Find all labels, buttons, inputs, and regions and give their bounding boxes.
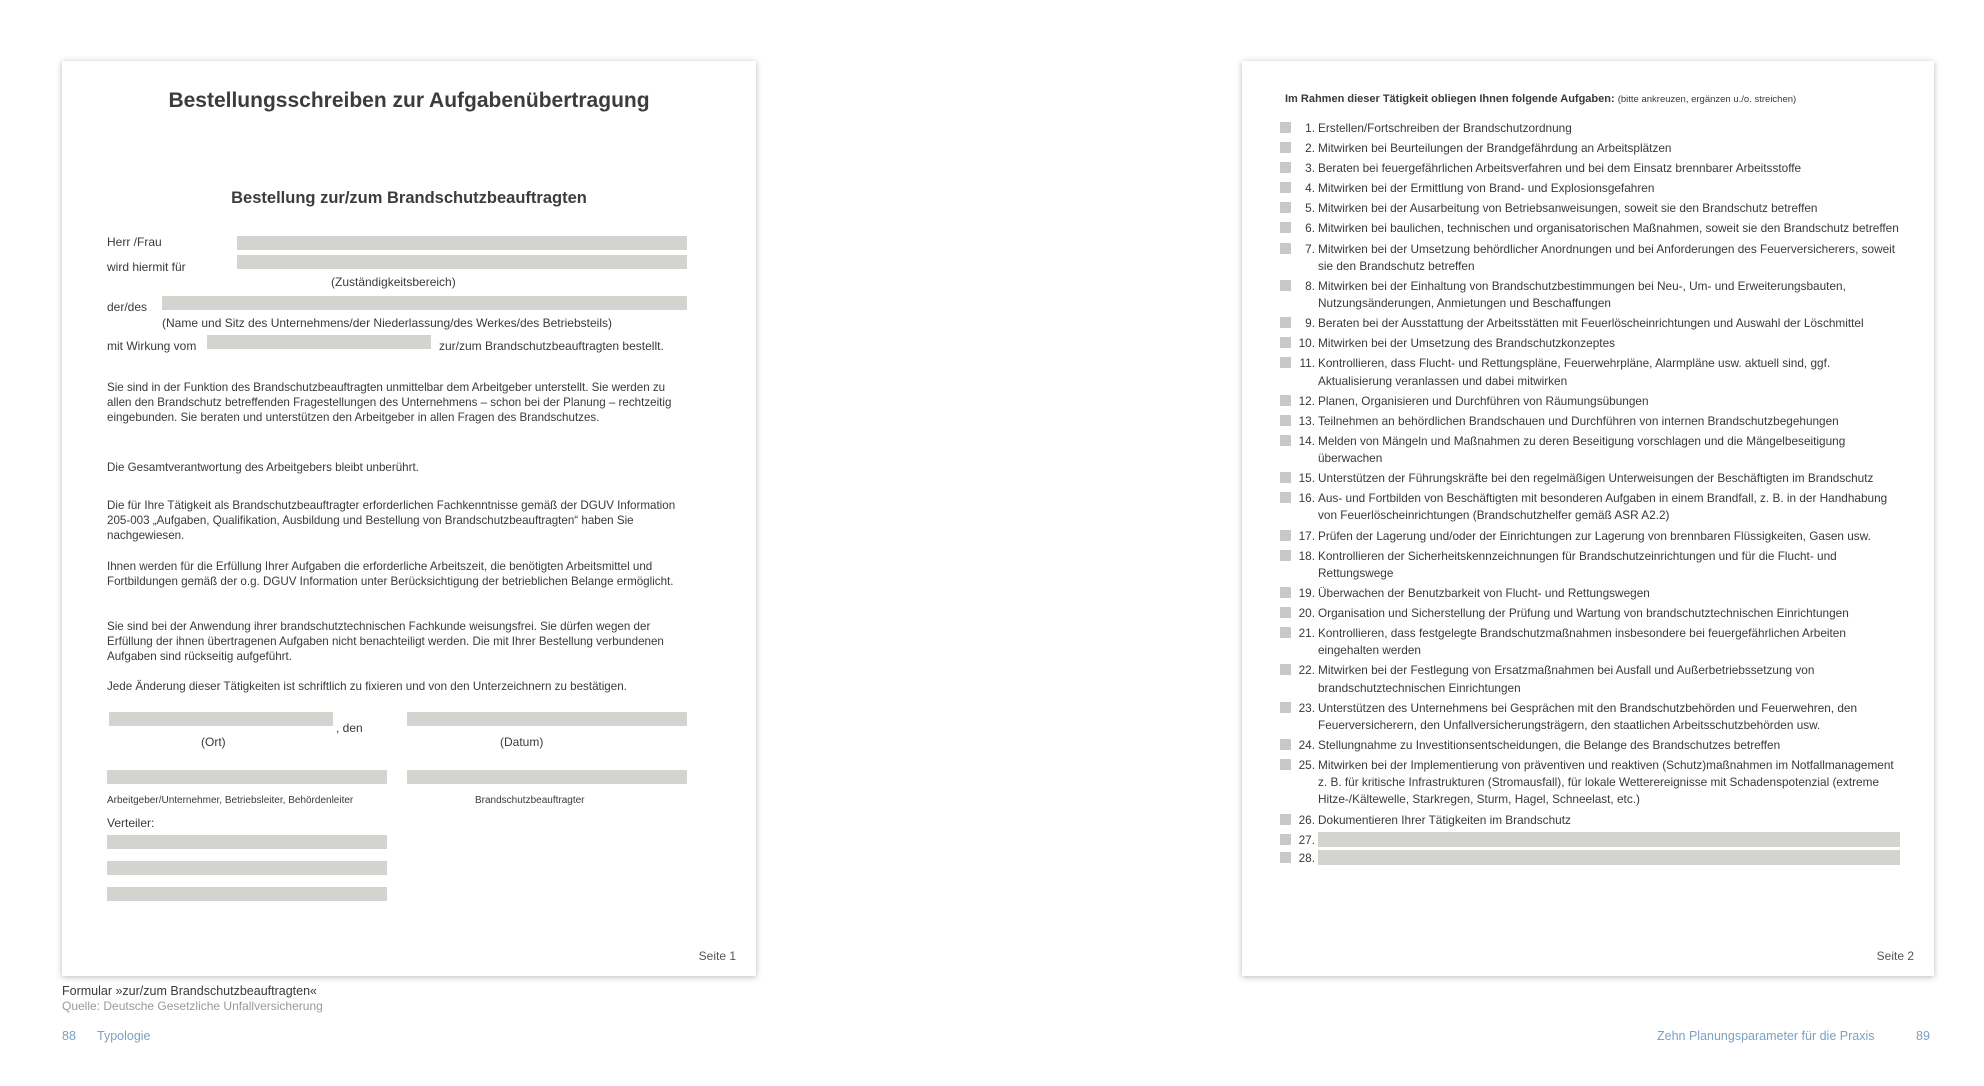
task-checkbox[interactable] — [1280, 222, 1291, 233]
task-item — [1280, 605, 1900, 622]
task-number: 21. — [1298, 626, 1315, 641]
task-checkbox[interactable] — [1280, 162, 1291, 173]
task-item — [1280, 140, 1900, 157]
task-item — [1280, 832, 1900, 847]
task-text: Mitwirken bei der Umsetzung des Brandschutzkonzeptes — [1318, 336, 1616, 351]
paragraph-aenderung: Jede Änderung dieser Tätigkeiten ist schriftlich zu fixieren und von den Unterzeichnern zu bestätigen. — [107, 680, 627, 693]
verteiler-field-1[interactable] — [107, 835, 387, 849]
signature-bsb-field[interactable] — [407, 770, 687, 784]
task-item — [1280, 200, 1900, 217]
task-checkbox[interactable] — [1280, 492, 1291, 503]
task-item — [1280, 413, 1900, 430]
task-number: 4. — [1305, 181, 1315, 196]
task-checkbox[interactable] — [1280, 395, 1291, 406]
task-number: 8. — [1305, 278, 1315, 293]
task-text: Mitwirken bei Beurteilungen der Brandgefährdung an Arbeitsplätzen — [1318, 141, 1672, 156]
task-text: Mitwirken bei der Einhaltung von Brandschutzbestimmungen bei Neu-, Um- und Erweiterungsbauten, Nutzungsänderungen, Anmietungen und Beschaffungen — [1318, 278, 1846, 311]
task-text: Dokumentieren Ihrer Tätigkeiten im Brandschutz — [1318, 812, 1571, 827]
task-checkbox[interactable] — [1280, 587, 1291, 598]
task-checkbox[interactable] — [1280, 472, 1291, 483]
label-datum: (Datum) — [500, 735, 544, 749]
task-number: 23. — [1298, 700, 1315, 715]
task-number: 5. — [1305, 201, 1315, 216]
task-item — [1280, 662, 1900, 696]
name-field[interactable] — [237, 236, 687, 250]
task-checkbox[interactable] — [1280, 337, 1291, 348]
task-number: 22. — [1298, 663, 1315, 678]
label-name-sitz: (Name und Sitz des Unternehmens/der Niederlassung/des Werkes/des Betriebsteils) — [162, 316, 612, 330]
task-item — [1280, 160, 1900, 177]
task-text: Unterstützen der Führungskräfte bei den regelmäßigen Unterweisungen der Beschäftigten im Brandschutz — [1318, 471, 1874, 486]
task-number: 12. — [1298, 393, 1315, 408]
task-item — [1280, 335, 1900, 352]
task-checkbox[interactable] — [1280, 182, 1291, 193]
task-checkbox[interactable] — [1280, 702, 1291, 713]
task-checkbox[interactable] — [1280, 142, 1291, 153]
task-number: 3. — [1305, 161, 1315, 176]
task-item — [1280, 737, 1900, 754]
task-checkbox[interactable] — [1280, 759, 1291, 770]
task-number: 7. — [1305, 241, 1315, 256]
task-checkbox[interactable] — [1280, 280, 1291, 291]
task-checkbox[interactable] — [1280, 814, 1291, 825]
paragraph-unterstellung: Sie sind in der Funktion des Brandschutzbeauftragten unmittelbar dem Arbeitgeber unterstellt. Sie werden zu allen den Brandschutz betreffenden Fragestellungen des Unternehmens – schon bei der Planung – rechtzeitig eingebunden. Sie beraten und unterstützen den Arbeitgeber in allen Fragen des Brandschutzes. — [107, 381, 672, 424]
label-wird-hiermit: wird hiermit für — [107, 260, 186, 274]
task-checkbox[interactable] — [1280, 627, 1291, 638]
task-number: 1. — [1305, 121, 1315, 135]
ort-field[interactable] — [109, 712, 333, 726]
label-herr-frau: Herr /Frau — [107, 235, 162, 249]
task-text: Beraten bei der Ausstattung der Arbeitsstätten mit Feuerlöscheinrichtungen und Auswahl der Löschmittel — [1318, 316, 1864, 331]
task-list — [1280, 120, 1900, 867]
task-number: 27. — [1298, 832, 1315, 847]
task-text: Melden von Mängeln und Maßnahmen zu deren Beseitigung vorschlagen und die Mängelbeseitigung überwachen — [1318, 433, 1846, 466]
zustaendigkeit-field[interactable] — [237, 255, 687, 269]
task-number: 26. — [1298, 812, 1315, 827]
paragraph-arbeitszeit: Ihnen werden für die Erfüllung Ihrer Aufgaben die erforderliche Arbeitszeit, die benötigten Arbeitsmittel und Fortbildungen gemäß der o.g. DGUV Information unter Berücksichtigung der betrieblichen Belange ermöglicht. — [107, 560, 674, 588]
task-text: Unterstützen des Unternehmens bei Gesprächen mit den Brandschutzbehörden und Feuerwehren, den Feuerversicherern, den Unfallversicherungsträgern, den staatlichen Arbeitsschutzbehörden usw. — [1318, 700, 1858, 732]
page-number: Seite 1 — [698, 949, 736, 963]
form-page-1 — [62, 61, 756, 976]
task-item — [1280, 470, 1900, 487]
paragraph-gesamtverantwortung: Die Gesamtverantwortung des Arbeitgebers bleibt unberührt. — [107, 461, 419, 474]
task-item — [1280, 180, 1900, 197]
task-checkbox[interactable] — [1280, 739, 1291, 750]
task-blank-field[interactable] — [1318, 850, 1900, 865]
tasks-intro-note: (bitte ankreuzen, ergänzen u./o. streichen) — [1617, 94, 1797, 105]
task-number: 15. — [1298, 471, 1315, 486]
footer-right-section: Zehn Planungsparameter für die Praxis — [1657, 1029, 1875, 1043]
task-item — [1280, 528, 1900, 545]
task-text: Planen, Organisieren und Durchführen von Räumungsübungen — [1318, 393, 1649, 408]
task-number: 17. — [1298, 528, 1315, 543]
task-text: Überwachen der Benutzbarkeit von Flucht- und Rettungswegen — [1318, 585, 1650, 600]
task-checkbox[interactable] — [1280, 317, 1291, 328]
task-text: Kontrollieren der Sicherheitskennzeichnungen für Brandschutzeinrichtungen und für die Flucht- und Rettungswege — [1318, 548, 1837, 580]
task-number: 19. — [1298, 585, 1315, 600]
label-bestellt: zur/zum Brandschutzbeauftragten bestellt. — [439, 339, 664, 353]
task-number: 28. — [1298, 850, 1315, 865]
tasks-intro-heading: Im Rahmen dieser Tätigkeit obliegen Ihnen folgende Aufgaben: — [1285, 93, 1615, 105]
task-text: Erstellen/Fortschreiben der Brandschutzordnung — [1318, 121, 1572, 135]
label-der-des: der/des — [107, 300, 148, 314]
label-ort: (Ort) — [201, 735, 226, 749]
signature-arbeitgeber-field[interactable] — [107, 770, 387, 784]
task-item — [1280, 850, 1900, 865]
task-checkbox[interactable] — [1280, 122, 1291, 133]
label-arbeitgeber: Arbeitgeber/Unternehmer, Betriebsleiter, Behördenleiter — [107, 795, 354, 806]
task-item — [1280, 490, 1900, 524]
form-subtitle: Bestellung zur/zum Brandschutzbeauftragten — [231, 189, 587, 207]
task-number: 9. — [1305, 316, 1315, 331]
task-text: Mitwirken bei baulichen, technischen und organisatorischen Maßnahmen, soweit sie den Brandschutz betreffen — [1318, 221, 1899, 236]
task-text: Prüfen der Lagerung und/oder der Einrichtungen zur Lagerung von brennbaren Flüssigkeiten, Gasen usw. — [1318, 528, 1871, 543]
task-item — [1280, 355, 1900, 389]
task-item — [1280, 625, 1900, 659]
label-den: , den — [336, 721, 363, 735]
task-checkbox[interactable] — [1280, 550, 1291, 561]
task-number: 20. — [1298, 606, 1315, 620]
paragraph-weisungsfrei: Sie sind bei der Anwendung ihrer brandschutztechnischen Fachkunde weisungsfrei. Sie dürfen wegen der Erfüllung der ihnen übertragenen Aufgaben nicht benachteiligt werden. Die mit Ihrer Bestellung verbundenen Aufgaben sind rückseitig aufgeführt. — [107, 620, 664, 663]
task-item — [1280, 220, 1900, 237]
task-item — [1280, 433, 1900, 467]
task-text: Organisation und Sicherstellung der Prüfung und Wartung von brandschutztechnischen Einrichtungen — [1318, 606, 1849, 620]
task-text: Stellungnahme zu Investitionsentscheidungen, die Belange des Brandschutzes betreffen — [1318, 737, 1781, 752]
task-item — [1280, 315, 1900, 332]
paragraph-fachkenntnisse: Die für Ihre Tätigkeit als Brandschutzbeauftragter erforderlichen Fachkenntnisse gemäß der DGUV Information 205-003 „Aufgaben, Qualifikation, Ausbildung und Bestellung von Brandschutzbeauftragten“ haben Sie nachgewiesen. — [107, 499, 676, 542]
task-number: 14. — [1298, 433, 1315, 448]
task-item — [1280, 812, 1900, 829]
task-text: Teilnehmen an behördlichen Brandschauen und Durchführen von internen Brandschutzbegehungen — [1318, 413, 1839, 428]
footer-right-page-number: 89 — [1916, 1029, 1930, 1043]
task-item — [1280, 278, 1900, 312]
task-blank-field[interactable] — [1318, 832, 1900, 847]
task-item — [1280, 393, 1900, 410]
task-number: 13. — [1298, 413, 1315, 428]
label-zustaendigkeit: (Zuständigkeitsbereich) — [331, 275, 456, 289]
task-number: 24. — [1298, 737, 1315, 752]
task-checkbox[interactable] — [1280, 357, 1291, 368]
task-text: Aus- und Fortbilden von Beschäftigten mit besonderen Aufgaben in einem Brandfall, z. B. in der Handhabung von Feuerlöscheinrichtungen (Brandschutzhelfer gemäß ASR A2.2) — [1318, 491, 1888, 523]
task-text: Kontrollieren, dass Flucht- und Rettungspläne, Feuerwehrpläne, Alarmpläne usw. aktuell sind, ggf. Aktualisierung veranlassen und dabei mitwirken — [1318, 356, 1831, 388]
task-text: Beraten bei feuergefährlichen Arbeitsverfahren und bei dem Einsatz brennbarer Arbeitsstoffe — [1318, 161, 1802, 176]
label-mit-wirkung: mit Wirkung vom — [107, 339, 197, 353]
task-text: Mitwirken bei der Umsetzung behördlicher Anordnungen und bei Anforderungen des Feuerversicherers, soweit sie den Brandschutz betreffen — [1318, 241, 1896, 273]
footer-left-page-number: 88 — [62, 1029, 76, 1043]
verteiler-field-3[interactable] — [107, 887, 387, 901]
task-checkbox[interactable] — [1280, 530, 1291, 541]
task-checkbox[interactable] — [1280, 852, 1291, 863]
task-checkbox[interactable] — [1280, 834, 1291, 845]
task-text: Kontrollieren, dass festgelegte Brandschutzmaßnahmen insbesondere bei feuergefährlichen Arbeiten eingehalten werden — [1318, 626, 1846, 658]
task-text: Mitwirken bei der Implementierung von präventiven und reaktiven (Schutz)maßnahmen im Notfallmanagement z. B. für kritische Infrastrukturen (Stromausfall), für lokale Wetterereignisse mit Schadenspotenzial (extreme Hitze-/Kältewelle, Starkregen, Sturm, Hagel, Schneelast, etc.) — [1318, 758, 1894, 807]
task-item — [1280, 241, 1900, 275]
figure-source: Quelle: Deutsche Gesetzliche Unfallversicherung — [62, 999, 323, 1013]
task-item — [1280, 120, 1900, 137]
task-number: 11. — [1299, 356, 1315, 371]
verteiler-field-2[interactable] — [107, 861, 387, 875]
task-text: Mitwirken bei der Ermittlung von Brand- und Explosionsgefahren — [1318, 181, 1655, 196]
task-checkbox[interactable] — [1280, 607, 1291, 618]
task-text: Mitwirken bei der Festlegung von Ersatzmaßnahmen bei Ausfall und Außerbetriebssetzung von brandschutztechnischen Einrichtungen — [1318, 663, 1815, 695]
footer-left-section: Typologie — [97, 1029, 151, 1043]
task-checkbox[interactable] — [1280, 202, 1291, 213]
tasks-intro — [1285, 93, 1796, 105]
datum-field[interactable] — [407, 712, 687, 726]
date-from-field[interactable] — [207, 335, 431, 349]
task-checkbox[interactable] — [1280, 243, 1291, 254]
unternehmen-field[interactable] — [162, 296, 687, 310]
task-number: 25. — [1298, 758, 1315, 773]
task-item — [1280, 585, 1900, 602]
task-number: 18. — [1298, 548, 1315, 563]
page-title: Bestellungsschreiben zur Aufgabenübertragung — [168, 89, 650, 112]
page-number: Seite 2 — [1876, 949, 1914, 963]
label-verteiler: Verteiler: — [107, 816, 155, 830]
task-checkbox[interactable] — [1280, 415, 1291, 426]
task-number: 10. — [1298, 336, 1315, 351]
task-number: 6. — [1305, 221, 1315, 236]
label-brandschutzbeauftragter: Brandschutzbeauftragter — [475, 795, 585, 806]
task-text: Mitwirken bei der Ausarbeitung von Betriebsanweisungen, soweit sie den Brandschutz betreffen — [1318, 201, 1818, 216]
task-item — [1280, 700, 1900, 734]
task-item — [1280, 548, 1900, 582]
figure-caption: Formular »zur/zum Brandschutzbeauftragten« — [62, 984, 317, 998]
task-item — [1280, 757, 1900, 809]
task-number: 2. — [1305, 141, 1315, 156]
task-number: 16. — [1298, 491, 1315, 506]
task-checkbox[interactable] — [1280, 664, 1291, 675]
form-page-2 — [1242, 61, 1934, 976]
task-checkbox[interactable] — [1280, 435, 1291, 446]
